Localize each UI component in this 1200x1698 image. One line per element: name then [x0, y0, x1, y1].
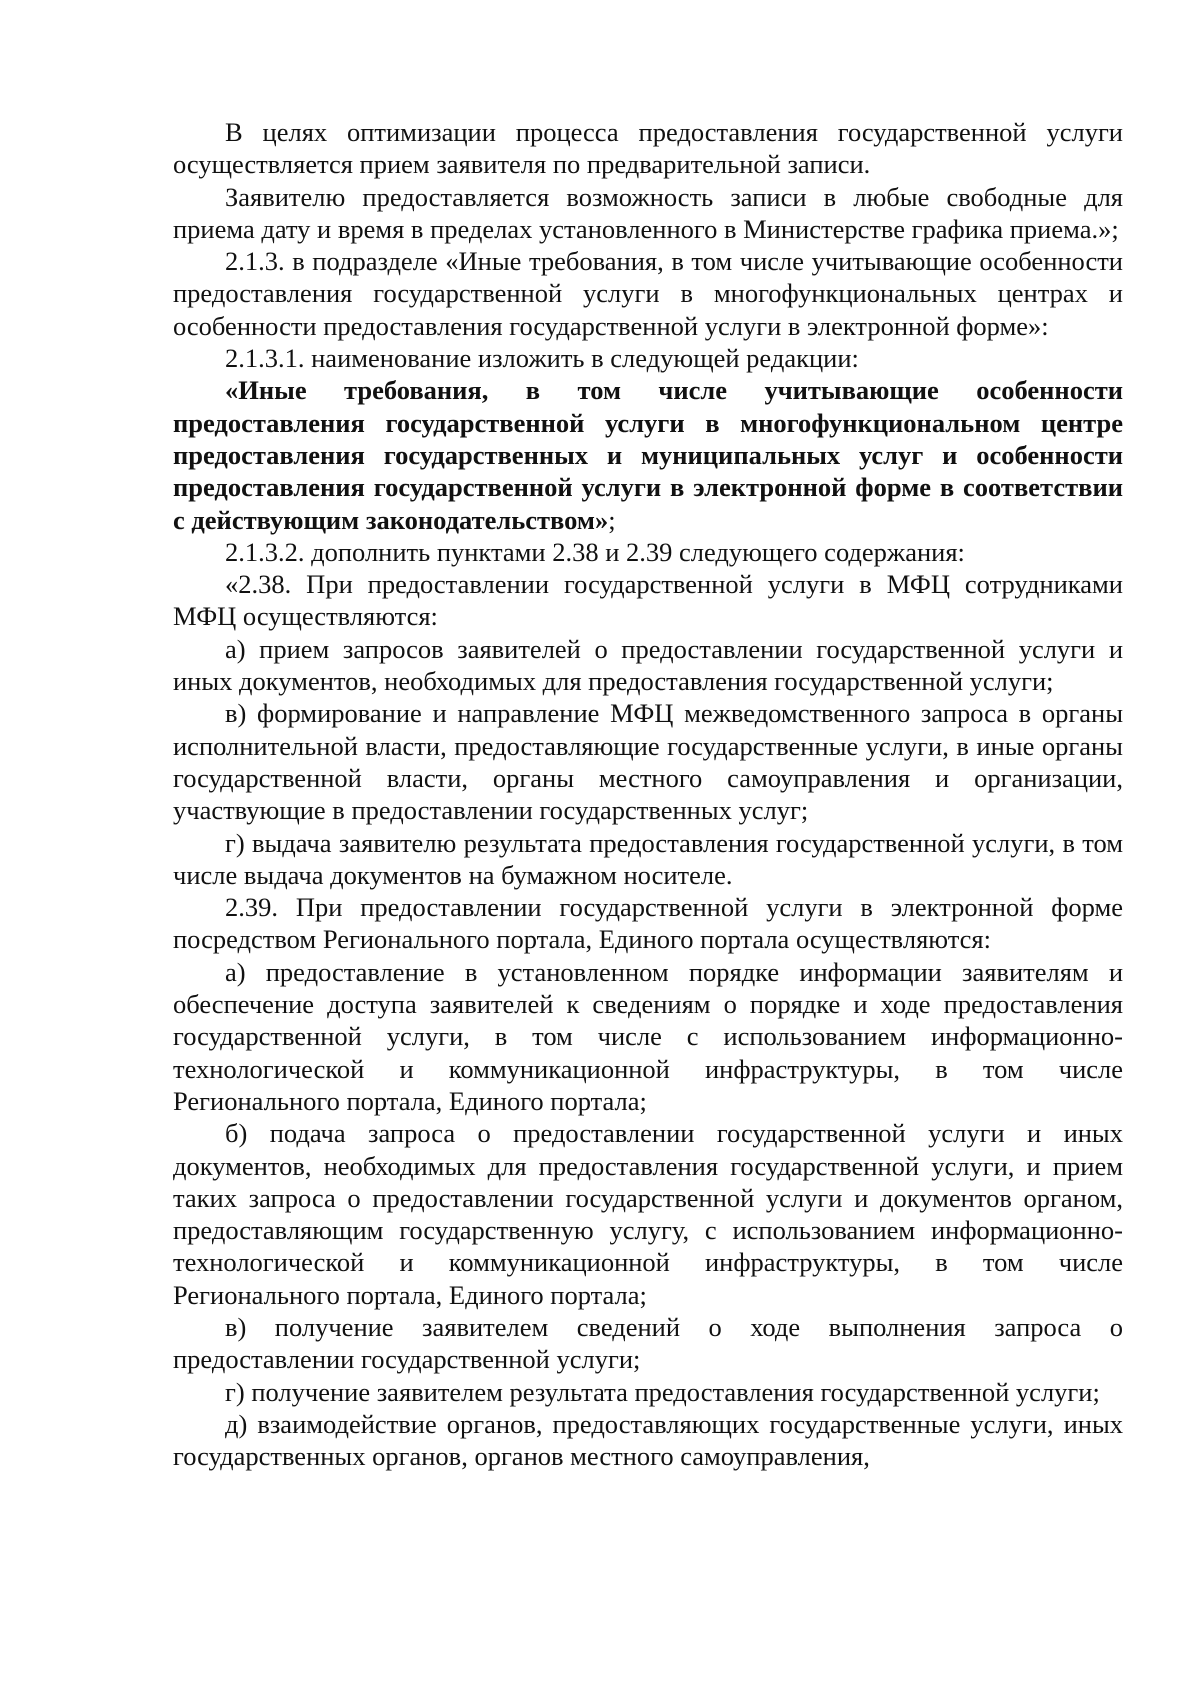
paragraph-2-1-3-2: 2.1.3.2. дополнить пунктами 2.38 и 2.39 следующего содержания:: [225, 536, 965, 567]
paragraph-2-38-a: а) прием запросов заявителей о предоставлении государственной услуги и иных документов, необходимых для предоставления государственной услуги;: [173, 633, 1123, 697]
paragraph-2-38-g: г) выдача заявителю результата предоставления государственной услуги, в том числе выдача документов на бумажном носителе.: [173, 827, 1123, 890]
paragraph-2-1-3-1: 2.1.3.1. наименование изложить в следующей редакции:: [225, 343, 859, 374]
paragraph-new-title: [173, 374, 1123, 535]
paragraph-2-39-a: а) предоставление в установленном порядке информации заявителям и обеспечение доступа заявителей к сведениям о порядке и ходе предоставления государственной услуги, в том числе с использованием информационно-технологической и коммуникационной инфраструктуры, в том числе Регионального портала, Единого портала;: [173, 956, 1123, 1116]
new-section-title-tail: ;: [608, 504, 616, 535]
paragraph-2-39-v: в) получение заявителем сведений о ходе выполнения запроса о предоставлении государственной услуги;: [173, 1311, 1123, 1375]
paragraph-2-39-g: г) получение заявителем результата предоставления государственной услуги;: [225, 1376, 1100, 1407]
paragraph-2-38: «2.38. При предоставлении государственной услуги в МФЦ сотрудниками МФЦ осуществляются:: [173, 569, 1123, 632]
paragraph-booking-time: Заявителю предоставляется возможность записи в любые свободные для приема дату и время в пределах установленного в Министерстве графика приема.»;: [173, 181, 1123, 244]
document-body: [173, 116, 1123, 1472]
paragraph-2-1-3: 2.1.3. в подразделе «Иные требования, в том числе учитывающие особенности предоставления государственной услуги в многофункциональных центрах и особенности предоставления государственной услуги в электронной форме»:: [173, 246, 1123, 341]
paragraph-2-39-d: д) взаимодействие органов, предоставляющих государственные услуги, иных государственных органов, органов местного самоуправления,: [173, 1408, 1123, 1472]
paragraph-2-39: 2.39. При предоставлении государственной услуги в электронной форме посредством Регионального портала, Единого портала осуществляются:: [173, 892, 1123, 955]
paragraph-2-38-v: в) формирование и направление МФЦ межведомственного запроса в органы исполнительной власти, предоставляющие государственные услуги, в иные органы государственной власти, органы местного самоуправления и организации, участвующие в предоставлении государственных услуг;: [173, 698, 1123, 826]
new-section-title: «Иные требования, в том числе учитывающие особенности предоставления государственной услуги в многофункциональном центре предоставления государственных и муниципальных услуг и особенности предоставления государственной услуги в электронной форме в соответствии с действующим законодательством»: [173, 375, 1123, 535]
paragraph-pre-registration: В целях оптимизации процесса предоставления государственной услуги осуществляется прием заявителя по предварительной записи.: [173, 117, 1123, 180]
paragraph-2-39-b: б) подача запроса о предоставлении государственной услуги и иных документов, необходимых для предоставления государственной услуги, и прием таких запроса о предоставлении государственной услуги и документов органом, предоставляющим государственную услугу, с использованием информационно-технологической и коммуникационной инфраструктуры, в том числе Регионального портала, Единого портала;: [173, 1118, 1123, 1310]
